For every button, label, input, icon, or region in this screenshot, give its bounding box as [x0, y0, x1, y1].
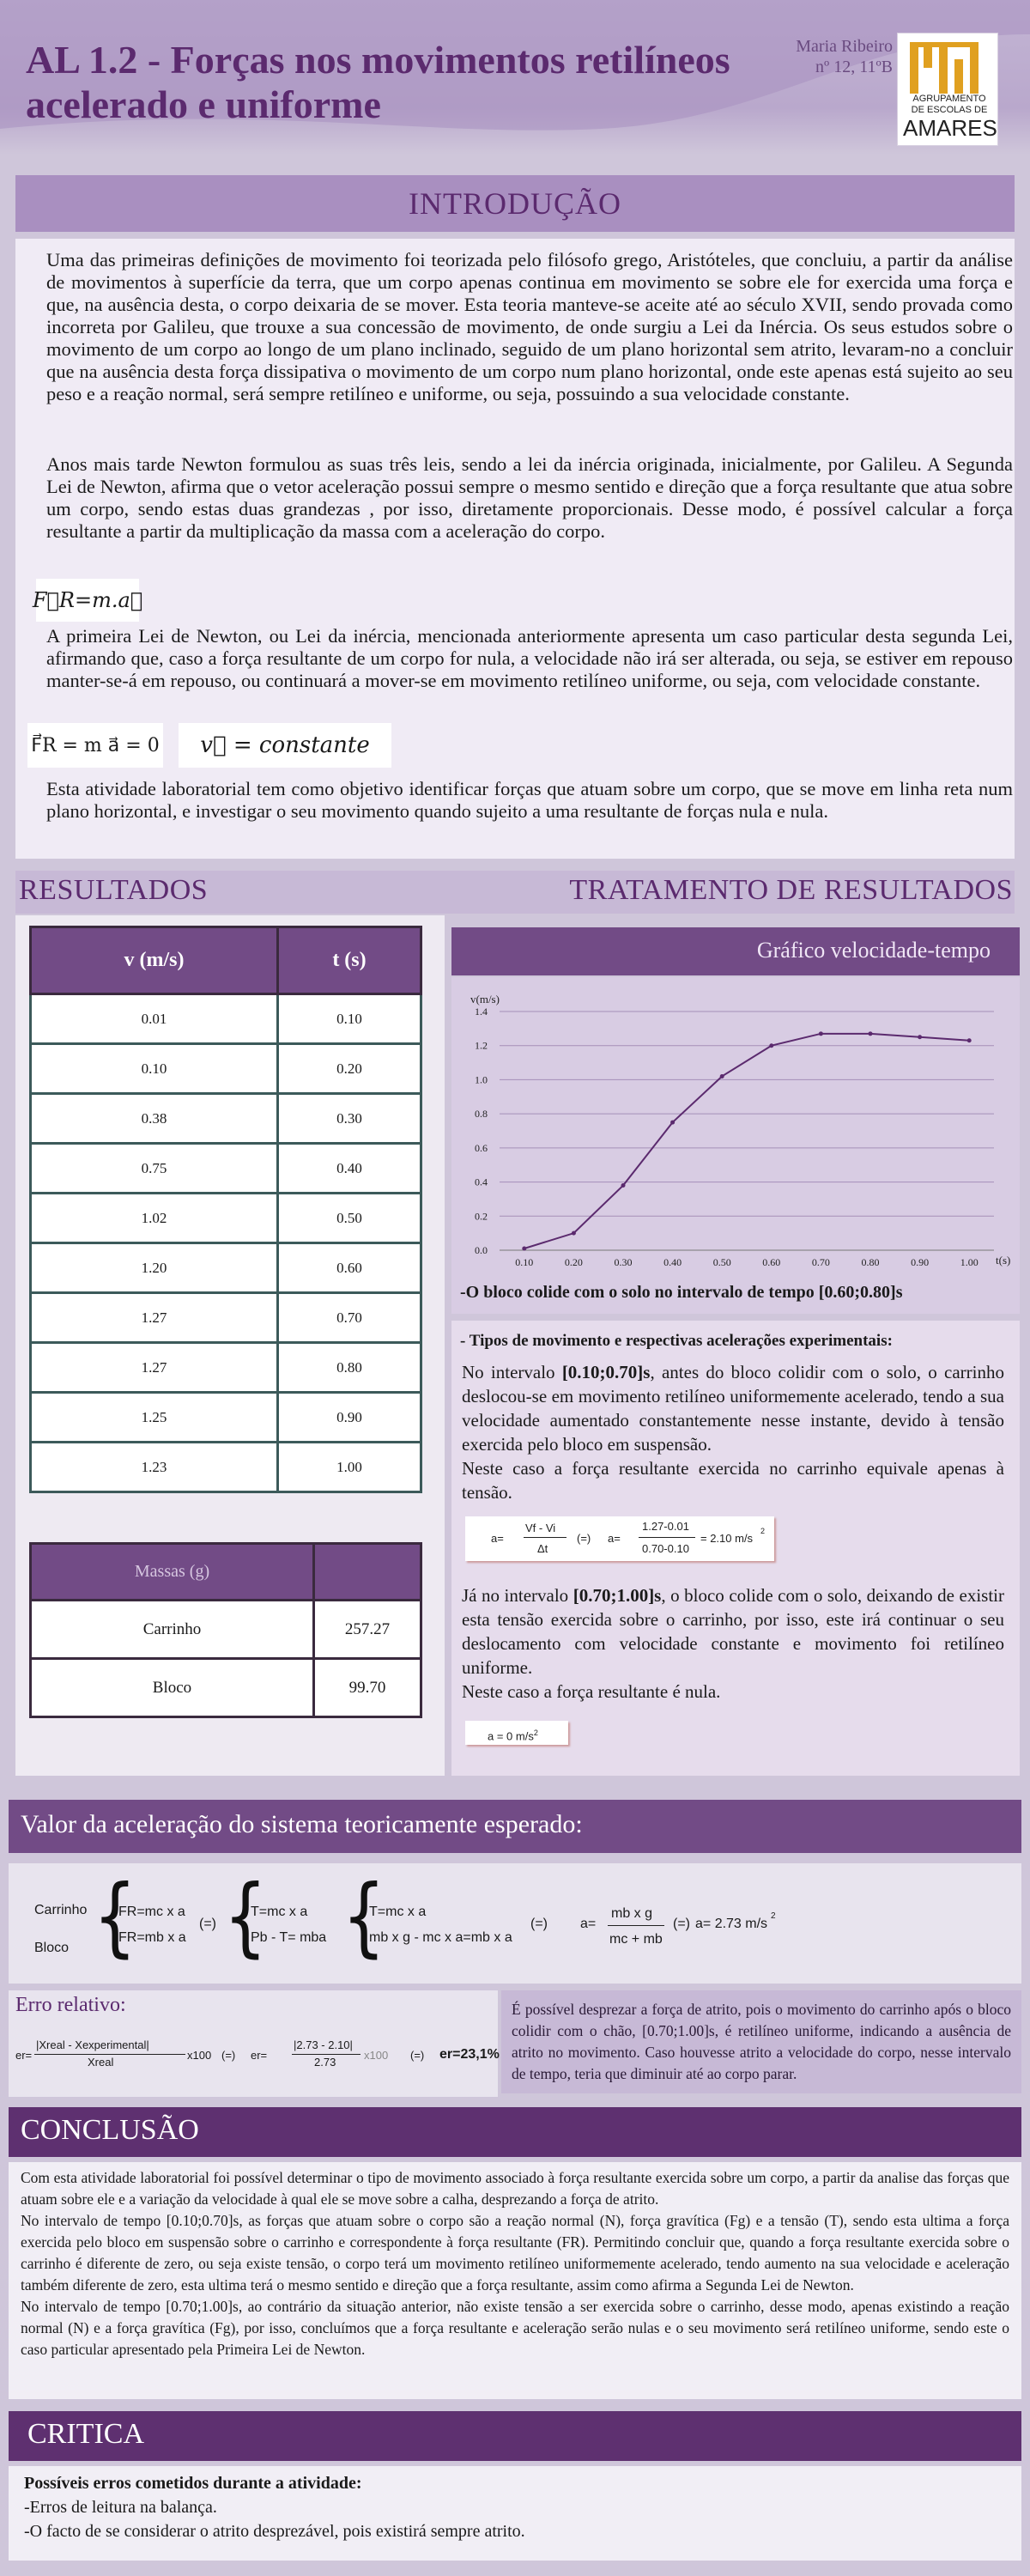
x-tick-label: 1.00: [960, 1256, 978, 1268]
er-denominator-values: 2.73: [314, 2056, 336, 2069]
velocity-cell: 1.25: [31, 1393, 278, 1443]
column-header-velocity: v (m/s): [31, 927, 278, 994]
velocity-cell: 1.27: [31, 1343, 278, 1393]
conclusion-paragraph-2: No intervalo de tempo [0.10;0.70]s, as forças que atuam sobre o corpo são a reação normal (N), força gravítica (Fg) e a tensão (T), sendo esta ultima a força exercida pelo bloco em suspensão sobre o carrinho e correspondente à força resultante (FR). Permitindo concluir que, quando a força resultante exercida sobre o carrinho é diferente de zero, ou seja existe tensão, o corpo terá um movimento retilíneo uniformemente acelerado, tendo aumento na sua velocidade e aceleração também diferente de zero, esta ultima terá o mesmo sentido e direção que a força resultante, assim como afirma a Segunda Lei de Newton.: [21, 2212, 1009, 2293]
data-point: [572, 1231, 576, 1236]
time-cell: 0.90: [277, 1393, 421, 1443]
conclusion-heading: CONCLUSÃO: [21, 2114, 199, 2146]
critica-title-bar: [9, 2411, 1021, 2461]
er-result: er=23,1%: [439, 2047, 500, 2062]
column-header-time: t (s): [277, 927, 421, 994]
x-tick-label: 0.10: [515, 1256, 534, 1268]
table-row: [31, 1601, 421, 1659]
mass-value-bloco: 99.70: [314, 1659, 421, 1717]
f1-numerator-values: 1.27-0.01: [642, 1520, 689, 1533]
results-heading: RESULTADOS: [19, 874, 209, 906]
equiv-1: (=): [199, 1917, 216, 1931]
x-tick-label: 0.80: [861, 1256, 880, 1268]
eq-weight-2: mb x g - mc x a=mb x a: [369, 1930, 512, 1945]
x-tick-label: 0.40: [663, 1256, 682, 1268]
motion-paragraph-3: [462, 1583, 1004, 1704]
left-brace-2: {: [223, 1866, 268, 1966]
velocity-cell: 1.23: [31, 1443, 278, 1492]
acceleration-formula-2: [465, 1721, 568, 1745]
er-x100-2: x100: [364, 2049, 389, 2062]
f2-text: a = 0 m/s: [488, 1729, 534, 1743]
data-point: [621, 1183, 626, 1188]
er-fraction-line-2: [292, 2054, 360, 2055]
f1-result: = 2.10 m/s: [700, 1532, 754, 1545]
left-brace-3: {: [342, 1866, 386, 1966]
treatment-heading: TRATAMENTO DE RESULTADOS: [569, 874, 1013, 906]
friction-note: É possível desprezar a força de atrito, pois o movimento do carrinho após o bloco colidir com o chão, [0.70;1.00]s, é retilíneo uniforme, indicando a ausência de atrito no movimento. Caso houvesse atrito a velocidade do corpo, nesse intervalo de tempo, teria que diminuir até ao corpo parar.: [501, 1990, 1021, 2093]
er-equiv-2: (=): [410, 2049, 425, 2062]
time-cell: 0.80: [277, 1343, 421, 1393]
formula-constant-velocity: v⃗ = constante: [179, 723, 391, 768]
velocity-cell: 1.27: [31, 1293, 278, 1343]
formula-newton-1: F⃗R = m a⃗ = 0: [27, 723, 163, 768]
data-point: [720, 1074, 724, 1078]
table-row: [31, 1393, 421, 1443]
time-cell: 0.70: [277, 1293, 421, 1343]
er-label-2: er=: [251, 2049, 268, 2062]
motion-paragraph-1: [462, 1360, 1004, 1504]
f1-fraction-line: [524, 1537, 566, 1538]
eq-weight-1: Pb - T= mba: [251, 1930, 327, 1945]
data-point: [869, 1031, 873, 1036]
er-equiv: (=): [221, 2049, 236, 2062]
acceleration-title-bar: [9, 1800, 1021, 1853]
critica-item-2: -O facto de se considerar o atrito desprezável, pois existirá sempre atrito.: [24, 2522, 525, 2541]
er-x100: x100: [187, 2049, 212, 2062]
conclusion-paragraph-3: No intervalo de tempo [0.70;1.00]s, ao contrário da situação anterior, não existe tensão a ser exercida sobre o carrinho, desse modo, apenas existindo a reação normal (N) e a força gravítica (Fg), por isso, concluímos que a força resultante e aceleração serão nulas e o seu movimento será retilíneo uniforme, sendo este o caso particular apresentado pela Primeira Lei de Newton.: [21, 2298, 1009, 2358]
x-tick-label: 0.20: [564, 1256, 583, 1268]
mass-label-bloco: Bloco: [31, 1659, 314, 1717]
velocity-cell: 0.10: [31, 1044, 278, 1094]
x-tick-label: 0.70: [811, 1256, 830, 1268]
mass-value-carrinho: 257.27: [314, 1601, 421, 1659]
table-row: [31, 1144, 421, 1194]
label-carrinho: Carrinho: [34, 1903, 88, 1917]
error-title: Erro relativo:: [15, 1994, 126, 2016]
conclusion-paragraph-1: Com esta atividade laboratorial foi possível determinar o tipo de movimento associado à força resultante exercida sobre um corpo, a partir da analise das forças que atuam sobre ele e a variação da velocidade à qual ele se move sobre a calha, desprezando a força de atrito.: [21, 2169, 1009, 2208]
velocity-cell: 0.01: [31, 994, 278, 1044]
y-tick-label: 1.4: [475, 1005, 488, 1018]
chart-caption: -O bloco colide com o solo no intervalo de tempo [0.60;0.80]s: [460, 1283, 903, 1302]
f1-denominator-values: 0.70-0.10: [642, 1542, 689, 1555]
table-row: [31, 1659, 421, 1717]
table-row: [31, 994, 421, 1044]
intro-paragraph-2: Anos mais tarde Newton formulou as suas três leis, sendo a lei da inércia originada, inicialmente, por Galileu. A Segunda Lei de Newton, afirma que o vetor aceleração possui sempre o mesmo sentido e direção que a força resultante que atua sobre um corpo, sendo estas duas grandezas , por isso, diretamente proporcionais. Desse modo, é possível calcular a força resultante a partir da multiplicação da massa com a aceleração do corpo.: [46, 453, 1013, 542]
velocity-cell: 0.75: [31, 1144, 278, 1194]
table-row: [31, 1293, 421, 1343]
acceleration-heading: Valor da aceleração do sistema teoricamente esperado:: [21, 1810, 583, 1838]
time-cell: 0.20: [277, 1044, 421, 1094]
p1-interval: [0.10;0.70]s: [561, 1362, 651, 1382]
eq-tension-1: T=mc x a: [251, 1905, 308, 1919]
conclusion-title-bar: [9, 2107, 1021, 2157]
mass-header-row: [31, 1544, 421, 1601]
p1-text-c: , antes do bloco colidir com o solo, o carrinho deslocou-se em movimento retilíneo uniformemente acelerado, tendo a sua velocidade aumentado constantemente nesse instante, devido à tensão exercida pelo bloco em suspensão.: [462, 1362, 1004, 1455]
f1-result-exponent: 2: [760, 1527, 766, 1535]
table-row: [31, 1094, 421, 1144]
f1-equivalence: (=): [577, 1532, 591, 1545]
er-numerator-values: |2.73 - 2.10|: [294, 2038, 353, 2051]
x-tick-label: 0.90: [911, 1256, 930, 1268]
logo-line1: AGRUPAMENTO: [912, 94, 986, 104]
er-numerator: |Xreal - Xexperimental|: [36, 2038, 149, 2051]
time-cell: 0.50: [277, 1194, 421, 1243]
y-tick-label: 0.0: [475, 1244, 488, 1256]
x-tick-label: 0.60: [762, 1256, 781, 1268]
y-tick-label: 0.2: [475, 1210, 488, 1223]
author-name: Maria Ribeiro: [796, 37, 893, 56]
critica-title: Possíveis erros cometidos durante a atividade:: [24, 2474, 362, 2493]
chart-title: Gráfico velocidade-tempo: [756, 938, 991, 963]
y-tick-label: 1.2: [475, 1039, 488, 1052]
data-point: [769, 1043, 773, 1048]
poster-title: AL 1.2 - Forças nos movimentos retilíneos acelerado e uniforme: [26, 38, 730, 126]
logo-bars-icon: [905, 39, 991, 95]
velocity-cell: 0.38: [31, 1094, 278, 1144]
mass-label-carrinho: Carrinho: [31, 1601, 314, 1659]
label-bloco: Bloco: [34, 1941, 70, 1955]
velocity-cell: 1.20: [31, 1243, 278, 1293]
y-tick-label: 0.6: [475, 1141, 488, 1154]
data-point: [918, 1035, 922, 1039]
chart-title-bar: [451, 927, 1020, 975]
author-class: nº 12, 11ºB: [815, 58, 893, 76]
intro-heading: INTRODUÇÃO: [15, 175, 1015, 232]
mass-value-header: [314, 1544, 421, 1601]
intro-paragraph-3: A primeira Lei de Newton, ou Lei da inércia, mencionada anteriormente apresenta um caso particular desta segunda Lei, afirmando que, caso a força resultante de um corpo for nula, a velocidade não irá ser alterada, ou seja, se estiver em repouso manter-se-á em repouso, ou continuará a mover-se em movimento retilíneo uniforme, ou seja, com velocidade constante.: [46, 625, 1013, 691]
school-logo: [897, 33, 998, 146]
logo-line2: DE ESCOLAS DE: [911, 105, 988, 115]
motion-paragraph-4: Neste caso a força resultante é nula.: [462, 1681, 721, 1702]
acceleration-result: a= 2.73 m/s: [695, 1917, 768, 1931]
f1-denominator: Δt: [537, 1542, 548, 1555]
y-tick-label: 1.0: [475, 1073, 488, 1086]
velocity-cell: 1.02: [31, 1194, 278, 1243]
time-cell: 0.30: [277, 1094, 421, 1144]
y-tick-label: 0.4: [475, 1176, 488, 1188]
x-tick-label: 0.30: [614, 1256, 633, 1268]
formula-newton-2: F⃗R=m.a⃗: [36, 579, 139, 622]
left-brace-1: {: [93, 1866, 137, 1966]
conclusion-panel: [9, 2162, 1021, 2399]
eq-fr-bloco: FR=mb x a: [118, 1930, 186, 1945]
author-block: [755, 36, 893, 77]
f1-a: a=: [491, 1532, 504, 1545]
frac-numerator: mb x g: [611, 1906, 653, 1921]
critica-heading: CRITICA: [27, 2418, 144, 2450]
mass-column-header: Massas (g): [31, 1544, 314, 1601]
eq-tension-2: T=mc x a: [369, 1905, 427, 1919]
critica-panel: [9, 2466, 1021, 2561]
table-row: [31, 1343, 421, 1393]
motion-types-panel: [451, 1321, 1020, 1776]
logo-line3: AMARES: [903, 115, 997, 141]
p3-interval: [0.70;1.00]s: [573, 1585, 662, 1606]
f2-exponent: 2: [533, 1728, 538, 1737]
velocity-time-chart: [451, 977, 1020, 1314]
table-row: [31, 1443, 421, 1492]
acceleration-panel: [9, 1863, 1021, 1984]
er-denominator: Xreal: [88, 2056, 114, 2069]
x-axis-label: t(s): [996, 1254, 1011, 1267]
motion-paragraph-2: Neste caso a força resultante exercida no carrinho equivale apenas à tensão.: [462, 1458, 1004, 1503]
time-cell: 0.60: [277, 1243, 421, 1293]
time-cell: 0.40: [277, 1144, 421, 1194]
f1-a2: a=: [608, 1532, 621, 1545]
a-label: a=: [580, 1917, 597, 1931]
intro-paragraph-4: Esta atividade laboratorial tem como objetivo identificar forças que atuam sobre um corpo, que se move em linha reta num plano horizontal, e investigar o seu movimento quando sujeito a uma resultante de forças nula e nula.: [46, 778, 1013, 822]
f1-numerator: Vf - Vi: [525, 1522, 556, 1534]
er-label: er=: [15, 2049, 33, 2062]
velocity-time-table: [29, 926, 422, 1493]
equiv-2: (=): [530, 1917, 548, 1931]
frac-denominator: mc + mb: [609, 1932, 663, 1947]
er-fraction-line: [34, 2054, 185, 2055]
acceleration-result-exponent: 2: [771, 1911, 776, 1921]
mass-table: [29, 1542, 422, 1718]
chart-panel: [451, 977, 1020, 1314]
equiv-3: (=): [673, 1917, 690, 1931]
acceleration-formula-1: [465, 1516, 774, 1561]
intro-paragraph-1: Uma das primeiras definições de movimento foi teorizada pelo filósofo grego, Aristóteles, que concluiu, a partir da análise de movimentos à superfície da terra, que um corpo apenas continua em movimento se sobre ele for exercida uma força e que, na ausência desta, o corpo deixaria de se mover. Esta teoria manteve-se aceite até ao século XVII, sendo provada como incorreta por Galileu, que trouxe a sua concessão de movimento, de onde surgiu a Lei da Inércia. Os seus estudos sobre o movimento de um corpo ao longo de um plano inclinado, seguido de um plano horizontal sem atrito, levaram-no a concluir que na ausência desta força dissipativa o movimento de um corpo num plano horizontal, onde este apenas está sujeito ao seu peso e a reação normal, será sempre retilíneo e uniforme, ou seja, possuindo a sua velocidade constante.: [46, 249, 1013, 404]
y-tick-label: 0.8: [475, 1108, 488, 1121]
f1-fraction-line-2: [639, 1537, 695, 1538]
critica-item-1: -Erros de leitura na balança.: [24, 2498, 217, 2517]
p3-text-c: , o bloco colide com o solo, deixando de existir esta tensão exercida sobre o carrinho, por isso, este irá continuar o seu deslocamento com velocidade constante e movimento foi retilíneo uniforme.: [462, 1585, 1004, 1678]
motion-types-title: - Tipos de movimento e respectivas acelerações experimentais:: [460, 1332, 893, 1350]
table-row: [31, 1194, 421, 1243]
table-row: [31, 1044, 421, 1094]
p3-text-a: Já no intervalo: [462, 1585, 573, 1606]
p1-text-a: No intervalo: [462, 1362, 562, 1382]
table-row: [31, 1243, 421, 1293]
time-cell: 1.00: [277, 1443, 421, 1492]
logo-text: [903, 94, 996, 140]
intro-panel: [15, 239, 1015, 859]
data-point: [967, 1038, 972, 1042]
time-cell: 0.10: [277, 994, 421, 1044]
eq-fr-carrinho: FR=mc x a: [118, 1905, 185, 1919]
data-point: [670, 1121, 675, 1125]
data-point: [522, 1247, 526, 1251]
frac-line: [608, 1925, 664, 1926]
x-tick-label: 0.50: [712, 1256, 731, 1268]
data-point: [819, 1031, 823, 1036]
y-axis-label: v(m/s): [470, 993, 500, 1005]
table-header-row: [31, 927, 421, 994]
